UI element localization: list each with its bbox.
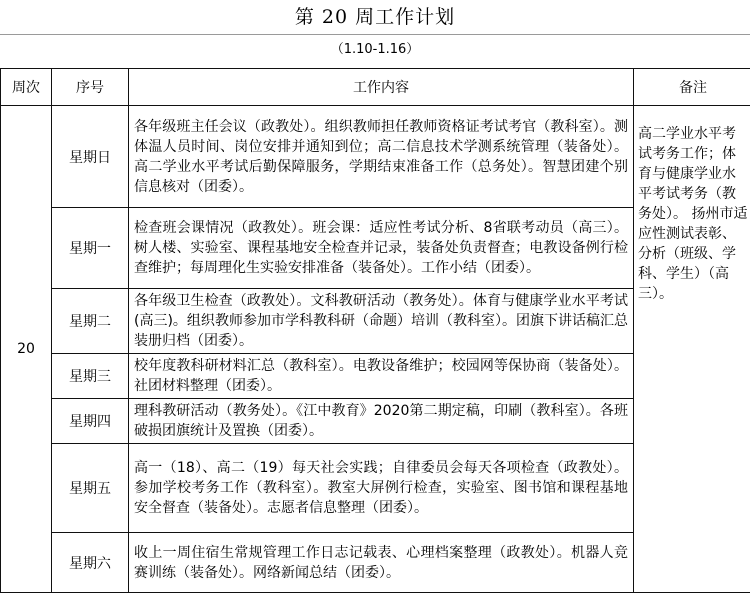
content-cell (129, 106, 634, 208)
page-title: 第 20 周工作计划 (295, 6, 455, 28)
note-cell (634, 106, 750, 593)
content-text: 理科教研活动（教务处）。《江中教育》2020第二期定稿，印刷（教科室）。各班破损团旗统计及置换（团委）。 (129, 399, 633, 443)
header-content: 工作内容 (129, 69, 634, 106)
week-number: 20 (1, 106, 52, 593)
content-text: 收上一周住宿生常规管理工作日志记载表、心理档案整理（政教处）。机器人竞赛训练（装备处）。网络新闻总结（团委）。 (129, 541, 633, 585)
table-row (1, 106, 750, 208)
content-cell (129, 208, 634, 289)
title-row (0, 0, 750, 34)
date-range: （1.10-1.16） (331, 42, 420, 57)
day-cell: 星期五 (52, 444, 129, 533)
header-note: 备注 (634, 69, 750, 106)
content-text: 检查班会课情况（政教处）。班会课：适应性考试分析、8省联考动员（高三）。树人楼、实验室、课程基地安全检查并记录，装备处负责督查；电教设备例行检查维护；每周理化生实验安排准备（装备处）。工作小结（团委）。 (129, 216, 633, 280)
header-week: 周次 (1, 69, 52, 106)
content-text: 各年级卫生检查（政教处）。文科教研活动（教务处）。体育与健康学业水平考试(高三)。组织教师参加市学科教科研（命题）培训（教科室）。团旗下讲话稿汇总装册归档（团委）。 (129, 289, 633, 353)
day-cell: 星期三 (52, 354, 129, 399)
note-text: 高二学业水平考试考务工作；体育与健康学业水平考试考务（教务处）。 扬州市适应性测试表彰、分析（班级、学科、学生）（高三）。 (634, 106, 750, 306)
day-cell: 星期六 (52, 533, 129, 593)
day-cell: 星期一 (52, 208, 129, 289)
content-cell (129, 289, 634, 354)
content-cell (129, 533, 634, 593)
day-cell: 星期日 (52, 106, 129, 208)
header-day: 序号 (52, 69, 129, 106)
content-text: 校年度教科研材料汇总（教科室）。电教设备维护；校园网等保协商（装备处）。社团材料整理（团委）。 (129, 354, 633, 398)
date-range-row (0, 34, 750, 67)
header-row (1, 69, 750, 106)
content-text: 高一（18）、高二（19）每天社会实践；自律委员会每天各项检查（政教处）。参加学校考务工作（教科室）。教室大屏例行检查，实验室、图书馆和课程基地安全督查（装备处）。志愿者信息整理（团委）。 (129, 456, 633, 520)
content-text: 各年级班主任会议（政教处）。组织教师担任教师资格证考试考官（教科室）。测体温人员时间、岗位安排并通知到位；高二信息技术学测系统管理（装备处）。高二学业水平考试后勤保障服务，学期结束准备工作（总务处）。智慧团建个别信息核对（团委）。 (129, 115, 633, 199)
day-cell: 星期二 (52, 289, 129, 354)
content-cell (129, 399, 634, 444)
content-cell (129, 354, 634, 399)
content-cell (129, 444, 634, 533)
day-cell: 星期四 (52, 399, 129, 444)
plan-table (0, 68, 750, 593)
